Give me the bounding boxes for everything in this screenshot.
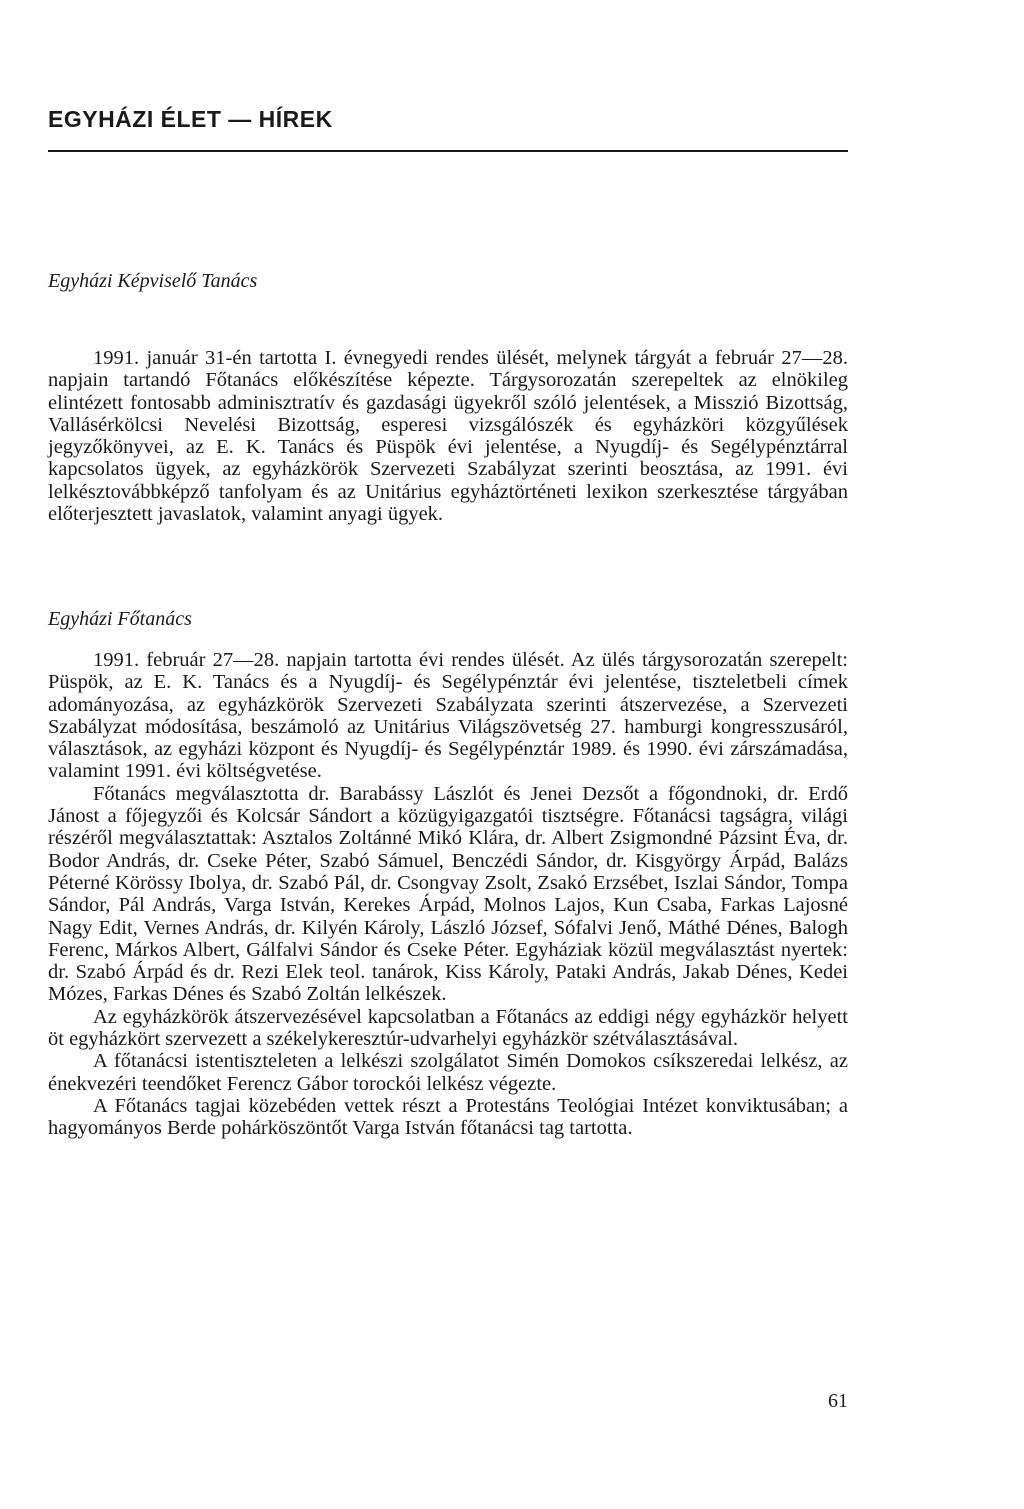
page-number: 61 [828,1390,848,1412]
paragraph: Az egyházkörök átszervezésével kapcsolatban a Főtanács az eddigi négy egyházkör helyett öt egyházkört szervezett a székelykeresztúr-udvarhelyi egyházkör szétválasztásával. [48,1005,848,1051]
paragraph: 1991. január 31-én tartotta I. évnegyedi rendes ülését, melynek tárgyát a február 27—28. napjain tartandó Főtanács előkészítése képezte. Tárgysorozatán szerepeltek az elnökileg elintézett fontosabb adminisztratív és gazdasági ügyekről szóló jelentések, a Misszió Bizottság, Vallásérkölcsi Nevelési Bizottság, esperesi vizsgálószék és egyházköri közgyűlések jegyzőkönyvei, az E. K. Tanács és Püspök évi jelentése, a Nyugdíj- és Segélypénztárral kapcsolatos ügyek, az egyházkörök Szervezeti Szabályzat szerinti beosztása, az 1991. évi lelkésztovábbképző tanfolyam és az Unitárius egyháztörténeti lexikon szerkesztése tárgyában előterjesztett javaslatok, valamint anyagi ügyek. [48,347,848,526]
section-title-kepviselo-tanacs: Egyházi Képviselő Tanács [48,270,258,292]
section-body-kepviselo-tanacs [48,347,848,525]
section-body-fotanacs [48,649,848,1140]
paragraph: Főtanács megválasztotta dr. Barabássy Lászlót és Jenei Dezsőt a főgondnoki, dr. Erdő Jánost a főjegyzői és Kolcsár Sándort a közügyigazgatói tisztségre. Főtanácsi tagságra, világi részéről megválasztattak: Asztalos Zoltánné Mikó Klára, dr. Albert Zsigmondné Pázsint Éva, dr. Bodor András, dr. Cseke Péter, Szabó Sámuel, Benczédi Sándor, dr. Kisgyörgy Árpád, Balázs Péterné Körössy Ibolya, dr. Szabó Pál, dr. Csongvay Zsolt, Zsakó Erzsébet, Iszlai Sándor, Tompa Sándor, Pál András, Varga István, Kerekes Árpád, Molnos Lajos, Kun Csaba, Farkas Lajosné Nagy Edit, Vernes András, dr. Kilyén Károly, László József, Sófalvi Jenő, Máthé Dénes, Balogh Ferenc, Márkos Albert, Gálfalvi Sándor és Cseke Péter. Egyháziak közül megválasztást nyertek: dr. Szabó Árpád és dr. Rezi Elek teol. tanárok, Kiss Károly, Pataki András, Jakab Dénes, Kedei Mózes, Farkas Dénes és Szabó Zoltán lelkészek. [48,782,848,1006]
section-title-fotanacs: Egyházi Főtanács [48,608,192,630]
paragraph: A Főtanács tagjai közebéden vettek részt a Protestáns Teológiai Intézet konviktusában; a hagyományos Berde pohárköszöntőt Varga István főtanácsi tag tartotta. [48,1094,848,1140]
document-page [48,0,848,1509]
running-title: EGYHÁZI ÉLET — HÍREK [48,106,333,132]
paragraph: A főtanácsi istentiszteleten a lelkészi szolgálatot Simén Domokos csíkszeredai lelkész, az énekvezéri teendőket Ferencz Gábor torockói lelkész végezte. [48,1050,848,1095]
header-rule [48,150,848,152]
paragraph: 1991. február 27—28. napjain tartotta évi rendes ülését. Az ülés tárgysorozatán szerepelt: Püspök, az E. K. Tanács és a Nyugdíj- és Segélypénztár évi jelentése, tiszteletbeli címek adományozása, az egyházkörök Szervezeti Szabályzata szerinti átszervezése, a Szervezeti Szabályzat módosítása, beszámoló az Unitárius Világszövetség 27. hamburgi kongresszusáról, választások, az egyházi központ és Nyugdíj- és Segélypénztár 1989. és 1990. évi zárszámadása, valamint 1991. évi költségvetése. [48,649,848,783]
